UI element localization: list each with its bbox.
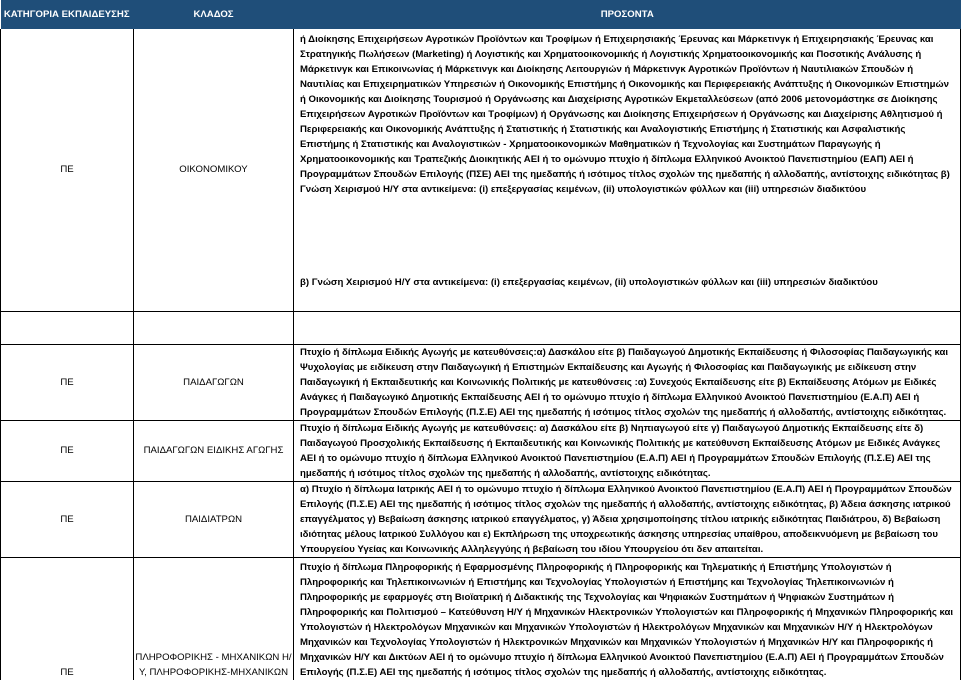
row-category: ΠΕ <box>1 29 134 311</box>
table-row-pediatrics <box>1 481 961 557</box>
table-row-special-pedagogy <box>1 420 961 481</box>
table-row-spacer <box>1 311 961 344</box>
spacer-category <box>1 311 134 344</box>
header-branch: ΚΛΑΔΟΣ <box>134 0 294 29</box>
table-row-economics <box>1 29 961 225</box>
row-qualifications: Πτυχίο ή δίπλωμα Ειδικής Αγωγής με κατευθύνσεις:α) Δασκάλου είτε β) Παιδαγωγού Δημοτικής Εκπαίδευσης ή Φιλοσοφίας Παιδαγωγικής και Ψυχολογίας με ειδίκευση στην Παιδαγωγική ή Επιστημών Εκπαίδευσης και Αγωγής ή Φιλοσοφίας και Παιδαγωγικής με ειδίκευση στην Παιδαγωγική ή Εκπαιδευτικής και Κοινωνικής Πολιτικής με κατευθύνσεις :α) Συνεχούς Εκπαίδευσης είτε β) Εκπαίδευσης Ατόμων με Ειδικές Ανάγκες ή Παιδαγωγικό Δημοτικής Εκπαίδευσης ΑΕΙ ή το ομώνυμο πτυχίο ή δίπλωμα Ελληνικού Ανοικτού Πανεπιστημίου (Ε.Α.Π) ΑΕΙ ή Προγραμμάτων Σπουδών Επιλογής (Π.Σ.Ε) ΑΕΙ της ημεδαπής ή ισότιμος τίτλος σχολών της ημεδαπής ή αλλοδαπής, αντίστοιχης ειδικότητας. <box>294 344 961 420</box>
row-category: ΠΕ <box>1 420 134 481</box>
row-qualifications: ή Διοίκησης Επιχειρήσεων Αγροτικών Προϊόντων και Τροφίμων ή Επιχειρησιακής Έρευνας και Μάρκετινγκ ή Επιχειρησιακής Έρευνας και Στρατηγικής Πωλήσεων (Marketing) ή Λογιστικής και Χρηματοοικονομικής ή Λογιστικής Χρηματοοικονομικής και Ποσοτικής Ανάλυσης ή Μάρκετινγκ και Επικοινωνίας ή Μάρκετινγκ και Διοίκησης Λειτουργιών ή Μάρκετινγκ Αγροτικών Προϊόντων ή Ναυτιλιακών Σπουδών ή Ναυτιλίας και Επιχειρηματικών Υπηρεσιών ή Οικονομικής Επιστήμης ή Οικονομικής και Περιφερειακής Ανάπτυξης ή Οικονομικών Επιστημών ή Οικονομικής και Διοίκησης Τουρισμού ή Οργάνωσης και Διαχείρισης Αγροτικών Εκμεταλλεύσεων (από 2006 μετονομάστηκε σε Διοίκησης Επιχειρήσεων Αγροτικών Προϊόντων και Τροφίμων) ή Οργάνωσης και Διοίκησης Επιχειρήσεων ή Οργάνωσης και Διαχείρισης Αθλητισμού ή Περιφερειακής και Οικονομικής Ανάπτυξης ή Στατιστικής ή Στατιστικής και Αναλογιστικής Επιστήμης ή Στατιστικής και Ασφαλιστικής Επιστήμης ή Στατιστικής και Αναλογιστικών - Χρηματοοικονομικών Μαθηματικών ή Τεχνολογίας και Συστημάτων Παραγωγής ή Χρηματοοικονομικής και Τραπεζικής Διοικητικής ΑΕΙ ή το ομώνυμο πτυχίο ή δίπλωμα Ελληνικού Ανοικτού Πανεπιστημίου (ΕΑΠ) ΑΕΙ ή Προγραμμάτων Σπουδών Επιλογής (ΠΣΕ) ΑΕΙ της ημεδαπής ή ισότιμος τίτλος σχολών της ημεδαπής ή αλλοδαπής, αντίστοιχης ειδικότητας β) Γνώση Χειρισμού Η/Υ στα αντικείμενα: (i) επεξεργασίας κειμένων, (ii) υπολογιστικών φύλλων και (iii) υπηρεσιών διαδικτύου <box>294 29 961 225</box>
table-row-pedagogy <box>1 344 961 420</box>
header-qualifications: ΠΡΟΣΟΝΤΑ <box>294 0 961 29</box>
row-branch: ΠΑΙΔΙΑΤΡΩΝ <box>134 481 294 557</box>
row-category: ΠΕ <box>1 481 134 557</box>
row-extra-note: β) Γνώση Χειρισμού Η/Υ στα αντικείμενα: (i) επεξεργασίας κειμένων, (ii) υπολογιστικών φύλλων και (iii) υπηρεσιών διαδικτύου <box>294 225 961 311</box>
row-branch: ΟΙΚΟΝΟΜΙΚΟΥ <box>134 29 294 311</box>
spacer-qualifications <box>294 311 961 344</box>
row-branch: ΠΛΗΡΟΦΟΡΙΚΗΣ - ΜΗΧΑΝΙΚΩΝ Η/Υ, ΠΛΗΡΟΦΟΡΙΚΗΣ-ΜΗΧΑΝΙΚΩΝ <box>134 557 294 680</box>
header-row <box>1 0 961 29</box>
row-category: ΠΕ <box>1 344 134 420</box>
row-branch: ΠΑΙΔΑΓΩΓΩΝ ΕΙΔΙΚΗΣ ΑΓΩΓΗΣ <box>134 420 294 481</box>
row-qualifications: α) Πτυχίο ή δίπλωμα Ιατρικής ΑΕΙ ή το ομώνυμο πτυχίο ή δίπλωμα Ελληνικού Ανοικτού Πανεπιστημίου (Ε.Α.Π) ΑΕΙ ή Προγραμμάτων Σπουδών Επιλογής (Π.Σ.Ε) ΑΕΙ της ημεδαπής ή ισότιμος τίτλος σχολών της ημεδαπής ή αλλοδαπής, αντίστοιχης ειδικότητας, β) Άδεια άσκησης ιατρικού επαγγέλματος γ) Βεβαίωση άσκησης ιατρικού επαγγέλματος, γ) Άδεια χρησιμοποίησης τίτλου ιατρικής ειδικότητας Παιδιάτρου, δ) Βεβαίωση ιδιότητας μέλους Ιατρικού Συλλόγου και ε) Εκπλήρωση της υποχρεωτικής άσκησης υπηρεσίας υπαίθρου, αποδεικνυόμενη με βεβαίωση του Υπουργείου Υγείας και Κοινωνικής Αλληλεγγύης ή βεβαίωση του ιδίου Υπουργείου ότι δεν απαιτείται. <box>294 481 961 557</box>
row-category: ΠΕ <box>1 557 134 680</box>
table-row-informatics <box>1 557 961 680</box>
spacer-branch <box>134 311 294 344</box>
header-category: ΚΑΤΗΓΟΡΙΑ ΕΚΠΑΙΔΕΥΣΗΣ <box>1 0 134 29</box>
row-qualifications: Πτυχίο ή δίπλωμα Πληροφορικής ή Εφαρμοσμένης Πληροφορικής ή Πληροφορικής και Τηλεματικής ή Επιστήμης Υπολογιστών ή Πληροφορικής και Τηλεπικοινωνιών ή Επιστήμης και Τεχνολογίας Υπολογιστών ή Επιστήμης και Τεχνολογίας Τηλεπικοινωνιών ή Πληροφορικής με εφαρμογές στη Βιοϊατρική ή Διδακτικής της Τεχνολογίας και Ψηφιακών Συστημάτων ή Ψηφιακών Συστημάτων ή Πληροφορικής και Πολιτισμού – Κατεύθυνση Η/Υ ή Μηχανικών Ηλεκτρονικών Υπολογιστών και Πληροφορικής ή Μηχανικών Πληροφορικής και Υπολογιστών ή Ηλεκτρολόγων Μηχανικών και Μηχανικών Υπολογιστών ή Ηλεκτρολόγων Μηχανικών και Μηχανικών Η/Υ ή Ηλεκτρολόγων Μηχανικών και Τεχνολογίας Υπολογιστών ή Ηλεκτρονικών Μηχανικών και Μηχανικών Υπολογιστών ή Μηχανικών Η/Υ και Πληροφορικής ή Μηχανικών Η/Υ και Δικτύων ΑΕΙ ή το ομώνυμο πτυχίο ή δίπλωμα Ελληνικού Ανοικτού Πανεπιστημίου (Ε.Α.Π) ΑΕΙ ή Προγραμμάτων Σπουδών Επιλογής (Π.Σ.Ε) ΑΕΙ της ημεδαπής ή ισότιμος τίτλος σχολών της ημεδαπής ή αλλοδαπής, αντίστοιχης ειδικότητας. <box>294 557 961 680</box>
row-qualifications: Πτυχίο ή δίπλωμα Ειδικής Αγωγής με κατευθύνσεις: α) Δασκάλου είτε β) Νηπιαγωγού είτε γ) Παιδαγωγού Δημοτικής Εκπαίδευσης είτε δ) Παιδαγωγού Προσχολικής Εκπαίδευσης ή Εκπαιδευτικής και Κοινωνικής Πολιτικής με κατεύθυνση Εκπαίδευσης Ατόμων με Ειδικές Ανάγκες ΑΕΙ ή το ομώνυμο πτυχίο ή δίπλωμα Ελληνικού Ανοικτού Πανεπιστημίου (Ε.Α.Π) ΑΕΙ ή Προγραμμάτων Σπουδών Επιλογής (Π.Σ.Ε) ΑΕΙ της ημεδαπής ή ισότιμος τίτλος σχολών της ημεδαπής ή αλλοδαπής, αντίστοιχης ειδικότητας. <box>294 420 961 481</box>
row-branch: ΠΑΙΔΑΓΩΓΩΝ <box>134 344 294 420</box>
